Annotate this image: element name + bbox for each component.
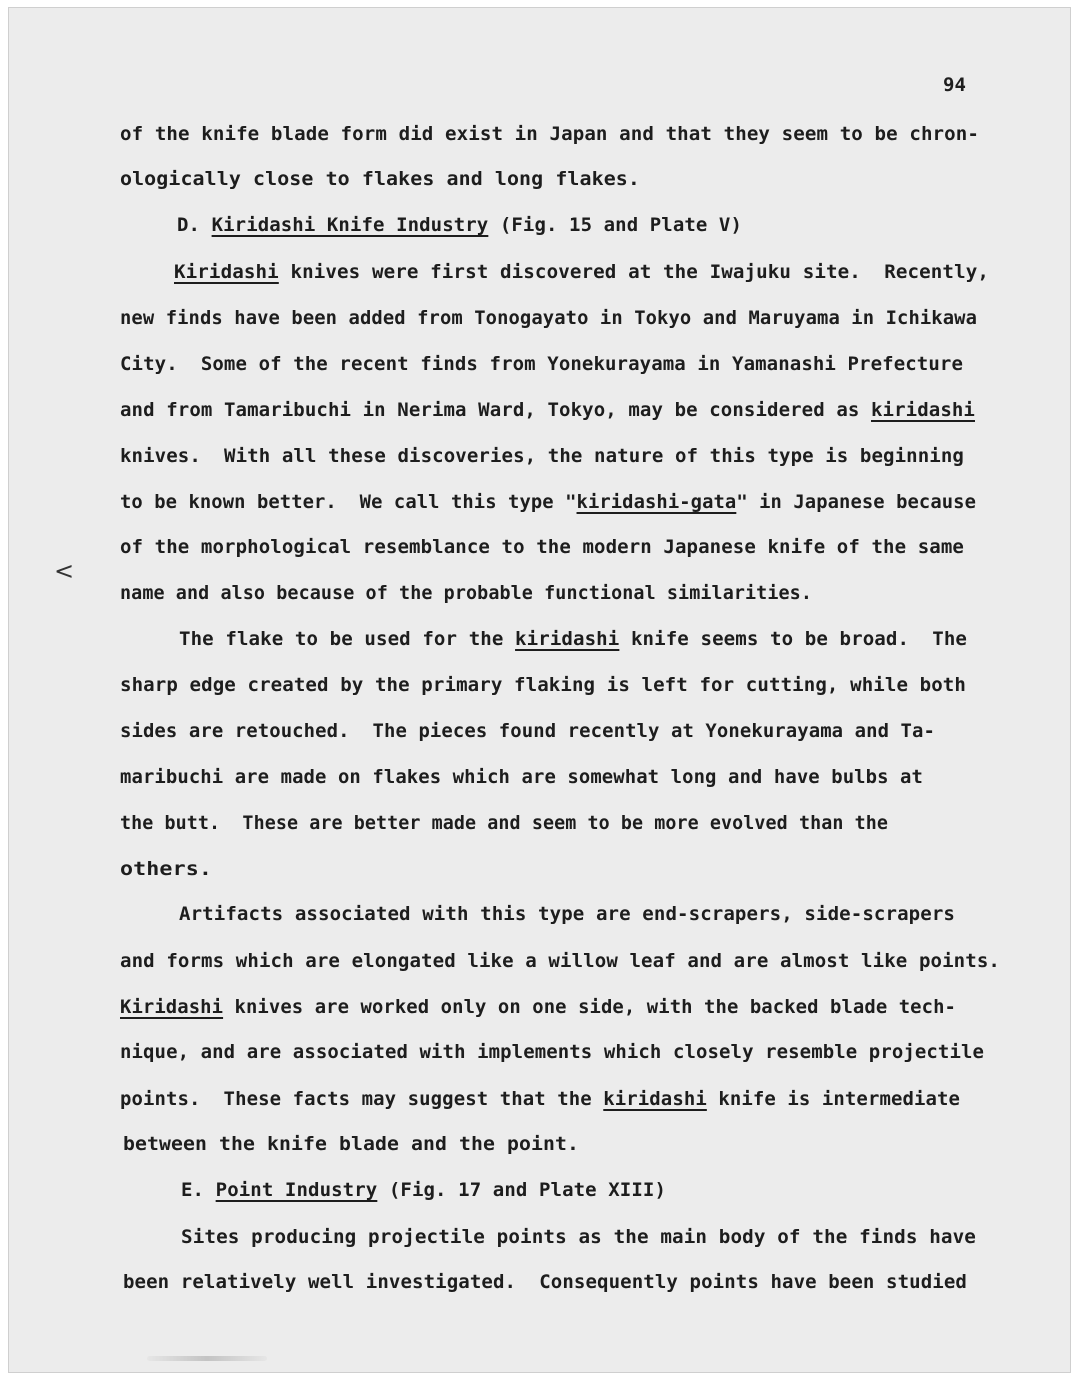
- text-segment: " in Japanese because: [736, 492, 976, 513]
- text-segment: between the knife blade and the point.: [123, 1134, 579, 1155]
- text-line: [120, 537, 964, 558]
- text-segment: been relatively well investigated. Consequently points have been studied: [123, 1272, 967, 1293]
- document-page: [8, 7, 1071, 1373]
- text-line: [120, 859, 212, 880]
- text-line: [120, 1042, 984, 1063]
- text-line: [120, 124, 979, 145]
- text-segment: D.: [177, 215, 212, 236]
- text-segment: the butt. These are better made and seem to be more evolved than the: [120, 813, 888, 834]
- text-line: [177, 215, 742, 236]
- text-segment: sides are retouched. The pieces found recently at Yonekurayama and Ta-: [120, 721, 935, 742]
- text-segment: Artifacts associated with this type are end-scrapers, side-scrapers: [179, 904, 956, 925]
- text-line: [120, 492, 976, 513]
- scan-smudge: [147, 1356, 267, 1361]
- text-line: [120, 951, 1000, 972]
- text-segment: knives are worked only on one side, with the backed blade tech-: [223, 997, 956, 1018]
- text-line: [174, 262, 989, 283]
- text-segment: The flake to be used for the: [179, 629, 516, 650]
- text-line: [123, 1134, 579, 1155]
- underlined-term: kiridashi: [515, 629, 620, 650]
- text-segment: (Fig. 15 and Plate V): [488, 215, 742, 236]
- text-segment: E.: [181, 1180, 216, 1201]
- text-line: [120, 354, 963, 375]
- text-segment: and forms which are elongated like a willow leaf and are almost like points.: [120, 951, 1000, 972]
- text-segment: new finds have been added from Tonogayato in Tokyo and Maruyama in Ichikawa: [120, 308, 977, 329]
- text-segment: maribuchi are made on flakes which are somewhat long and have bulbs at: [120, 767, 923, 788]
- page-number: 94: [943, 74, 966, 96]
- text-segment: and from Tamaribuchi in Nerima Ward, Tokyo, may be considered as: [120, 400, 872, 421]
- text-line: [181, 1227, 976, 1248]
- text-segment: points. These facts may suggest that the: [120, 1089, 604, 1110]
- text-line: [120, 446, 964, 467]
- text-segment: name and also because of the probable functional similarities.: [120, 583, 812, 604]
- underlined-term: Kiridashi Knife Industry: [211, 215, 489, 236]
- text-line: [120, 308, 977, 329]
- text-segment: sharp edge created by the primary flaking is left for cutting, while both: [120, 675, 966, 696]
- text-segment: ologically close to flakes and long flakes.: [120, 169, 640, 190]
- text-segment: knife is intermediate: [706, 1089, 960, 1110]
- underlined-term: kiridashi: [603, 1089, 707, 1110]
- text-segment: knives were first discovered at the Iwajuku site. Recently,: [278, 262, 989, 283]
- text-line: [123, 1272, 967, 1293]
- text-line: [181, 1180, 666, 1201]
- text-line: [120, 997, 956, 1018]
- text-line: [120, 813, 888, 834]
- text-segment: of the knife blade form did exist in Japan and that they seem to be chron-: [120, 124, 980, 145]
- text-line: [120, 400, 975, 421]
- text-line: [120, 675, 966, 696]
- text-line: [120, 1089, 960, 1110]
- text-line: [179, 904, 955, 925]
- text-segment: of the morphological resemblance to the modern Japanese knife of the same: [120, 537, 964, 558]
- underlined-term: kiridashi: [871, 400, 975, 421]
- text-segment: City. Some of the recent finds from Yonekurayama in Yamanashi Prefecture: [120, 354, 963, 375]
- text-segment: to be known better. We call this type ": [120, 492, 577, 513]
- underlined-term: Kiridashi: [120, 997, 224, 1018]
- underlined-term: Kiridashi: [174, 262, 279, 283]
- underlined-term: kiridashi-gata: [576, 492, 737, 513]
- text-segment: (Fig. 17 and Plate XIII): [377, 1180, 666, 1201]
- margin-mark: <: [54, 557, 75, 585]
- text-segment: nique, and are associated with implements which closely resemble projectile: [120, 1042, 985, 1063]
- text-line: [120, 721, 935, 742]
- text-segment: knives. With all these discoveries, the nature of this type is beginning: [120, 446, 964, 467]
- text-line: [120, 583, 812, 604]
- text-line: [120, 767, 923, 788]
- underlined-term: Point Industry: [215, 1180, 378, 1201]
- text-line: [120, 169, 640, 190]
- text-segment: Sites producing projectile points as the main body of the finds have: [181, 1227, 976, 1248]
- text-line: [179, 629, 967, 650]
- text-segment: knife seems to be broad. The: [619, 629, 967, 650]
- text-segment: others.: [120, 859, 212, 880]
